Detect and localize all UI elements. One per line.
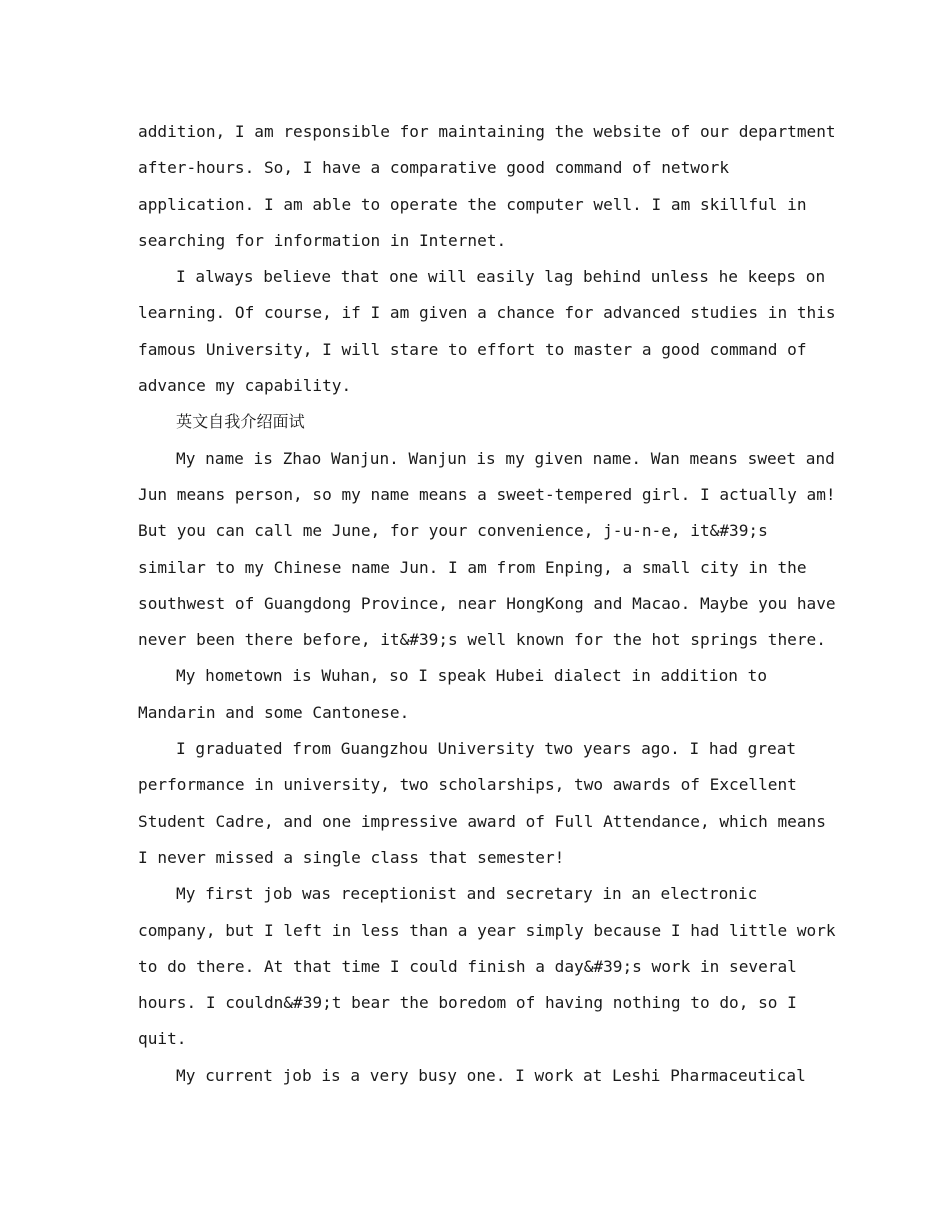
paragraph xyxy=(138,876,836,1057)
text-line: My name is Zhao Wanjun. Wanjun is my given name. Wan means sweet and xyxy=(176,448,835,468)
text-line: I graduated from Guangzhou University two years ago. I had great xyxy=(176,739,797,759)
text-line: hours. I couldn&#39;t bear the boredom of having nothing to do, so I xyxy=(138,993,797,1013)
paragraph xyxy=(138,259,836,404)
text-line: addition, I am responsible for maintaining the website of our department xyxy=(138,122,836,141)
text-line: My current job is a very busy one. I work at Leshi Pharmaceutical xyxy=(176,1065,806,1085)
section-heading xyxy=(138,404,814,440)
paragraph xyxy=(138,731,826,876)
text-line: But you can call me June, for your convenience, j-u-n-e, it&#39;s xyxy=(138,521,768,541)
text-line: learning. Of course, if I am given a chance for advanced studies in this xyxy=(138,303,836,323)
text-line: My first job was receptionist and secretary in an electronic xyxy=(176,884,758,904)
text-line: I never missed a single class that semester! xyxy=(138,847,565,867)
text-line: after-hours. So, I have a comparative good command of network xyxy=(138,158,730,178)
paragraph xyxy=(138,441,836,659)
paragraph xyxy=(138,114,836,259)
text-line: searching for information in Internet. xyxy=(138,230,507,250)
text-line: company, but I left in less than a year simply because I had little work xyxy=(138,920,836,940)
text-line: My hometown is Wuhan, so I speak Hubei dialect in addition to xyxy=(176,666,768,686)
text-line: I always believe that one will easily lag behind unless he keeps on xyxy=(176,267,826,287)
text-line: performance in university, two scholarships, two awards of Excellent xyxy=(138,775,797,795)
text-line: to do there. At that time I could finish a day&#39;s work in several xyxy=(138,956,797,976)
text-line: application. I am able to operate the computer well. I am skillful in xyxy=(138,194,807,214)
text-line: similar to my Chinese name Jun. I am from Enping, a small city in the xyxy=(138,557,807,577)
text-line: Student Cadre, and one impressive award of Full Attendance, which means xyxy=(138,811,826,831)
text-line: never been there before, it&#39;s well known for the hot springs there. xyxy=(138,630,826,650)
text-line: famous University, I will stare to effort to master a good command of xyxy=(138,339,807,359)
text-line: Mandarin and some Cantonese. xyxy=(138,702,410,722)
text-line: Jun means person, so my name means a sweet-tempered girl. I actually am! xyxy=(138,484,836,504)
text-line: 英文自我介绍面试 xyxy=(176,412,305,432)
text-line: advance my capability. xyxy=(138,376,352,396)
document-body xyxy=(138,114,836,1094)
paragraph xyxy=(138,1058,814,1094)
text-line: quit. xyxy=(138,1029,187,1049)
paragraph xyxy=(138,658,814,731)
text-line: southwest of Guangdong Province, near HongKong and Macao. Maybe you have xyxy=(138,593,836,613)
